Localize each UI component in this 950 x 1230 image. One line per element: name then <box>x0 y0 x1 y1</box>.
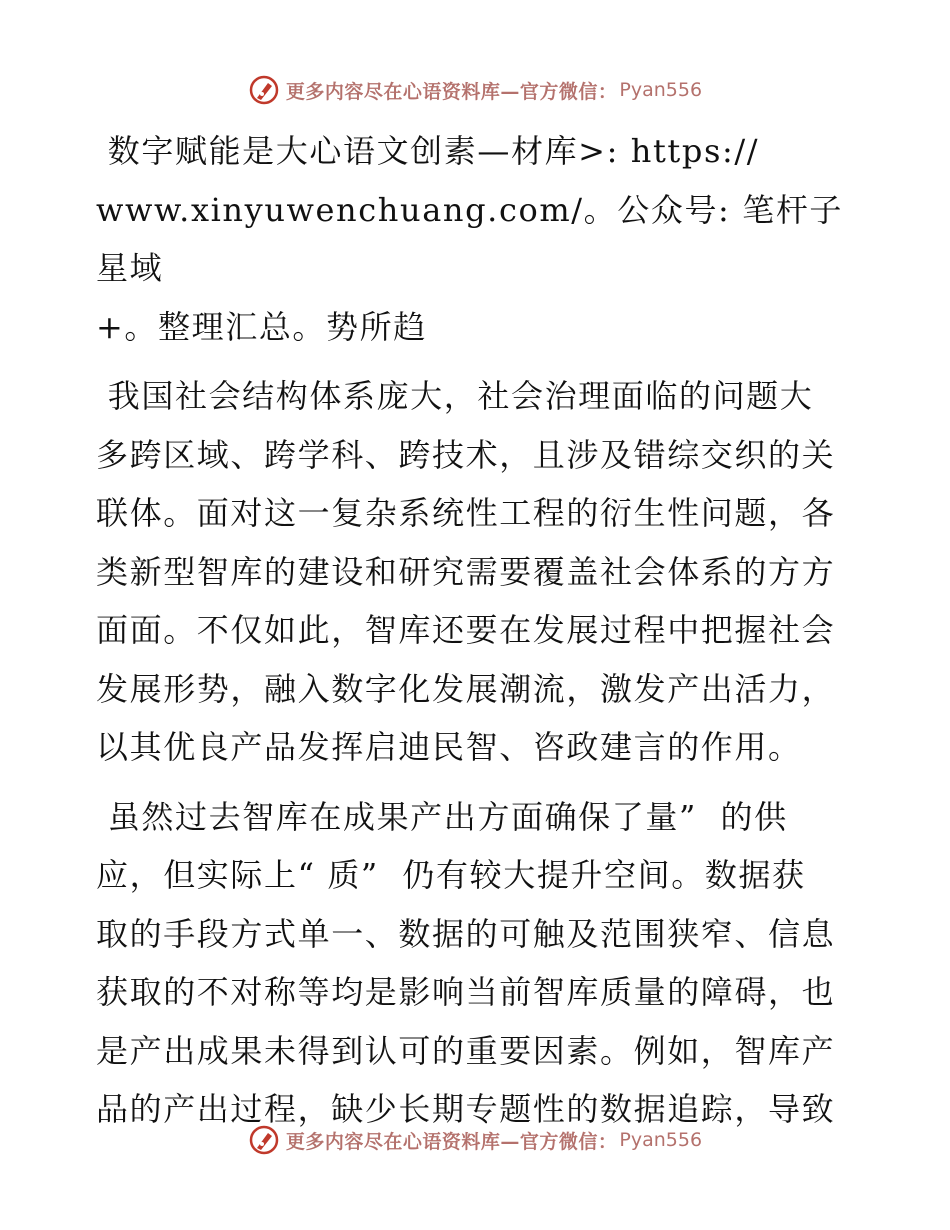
paragraph-intro: 数字赋能是大心语文创素—材库>: https:// www.xinyuwenchuang.com/。公众号: 笔杆子星域 +。整理汇总。势所趋 <box>96 132 844 346</box>
header-banner-contact: Pyan556 <box>619 79 703 101</box>
document-body <box>96 122 856 1139</box>
pen-nib-logo-icon <box>248 1124 280 1156</box>
pen-nib-logo-icon <box>248 74 280 106</box>
header-banner-text: 更多内容尽在心语资料库—官方微信： <box>285 80 618 103</box>
footer-banner-contact: Pyan556 <box>619 1129 703 1151</box>
paragraph-quality: 虽然过去智库在成果产出方面确保了量” 的供 应，但实际上“ 质” 仍有较大提升空间。数据获 取的手段方式单一、数据的可触及范围狭窄、信息 获取的不对称等均是影响当前智库质量的障碍，也 是产出成果未得到认可的重要因素。例如，智库产 品的产出过程，缺少长期专题性的数据追踪，导致 <box>96 797 836 1128</box>
footer-banner-text: 更多内容尽在心语资料库—官方微信： <box>285 1130 618 1153</box>
footer-banner <box>0 1120 950 1160</box>
header-banner <box>0 70 950 110</box>
paragraph-social-structure: 我国社会结构体系庞大，社会治理面临的问题大 多跨区域、跨学科、跨技术，且涉及错综交织的关 联体。面对这一复杂系统性工程的衍生性问题，各 类新型智库的建设和研究需要覆盖社会体系的方方 面面。不仅如此，智库还要在发展过程中把握社会 发展形势，融入数字化发展潮流，激发产出活力， 以其优良产品发挥启迪民智、咨政建言的作用。 <box>96 377 836 766</box>
